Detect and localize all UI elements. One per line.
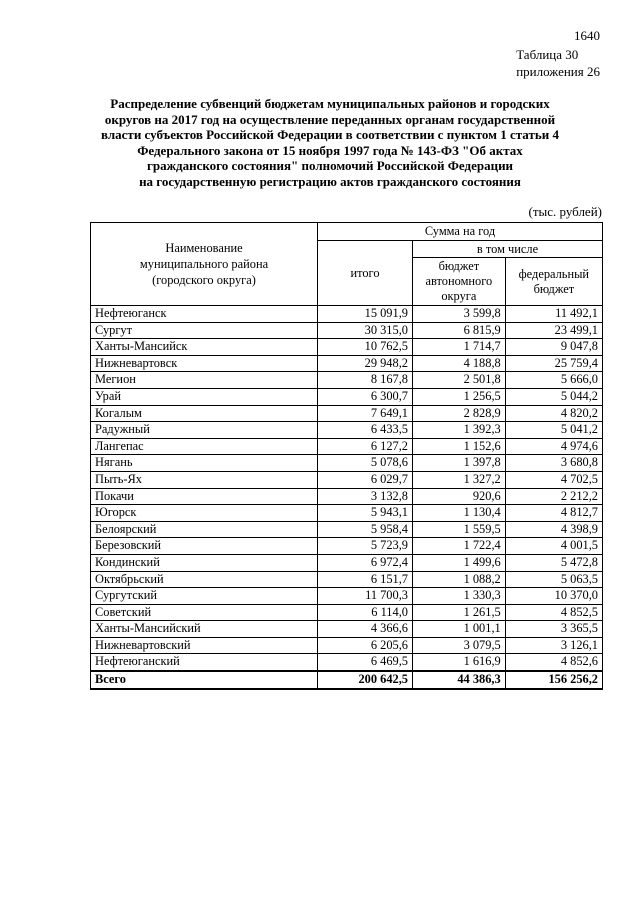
row-regional: 1 327,2: [413, 471, 506, 488]
table-row: [91, 355, 603, 372]
table-row: [91, 654, 603, 671]
table-row: [91, 455, 603, 472]
row-name: Нягань: [91, 455, 318, 472]
row-federal: 11 492,1: [505, 306, 602, 323]
total-federal: 156 256,2: [505, 671, 602, 689]
row-federal: 4 852,6: [505, 654, 602, 671]
table-row: [91, 438, 603, 455]
row-name: Югорск: [91, 505, 318, 522]
row-federal: 3 126,1: [505, 637, 602, 654]
row-name: Лангепас: [91, 438, 318, 455]
row-regional: 1 088,2: [413, 571, 506, 588]
column-header-regional: бюджет автономного округа: [413, 258, 506, 306]
row-regional: 1 559,5: [413, 521, 506, 538]
row-federal: 3 680,8: [505, 455, 602, 472]
subsidy-table: [90, 222, 603, 690]
row-total: 6 114,0: [318, 604, 413, 621]
table-row: [91, 538, 603, 555]
row-name: Ханты-Мансийск: [91, 339, 318, 356]
row-regional: 1 130,4: [413, 505, 506, 522]
row-federal: 25 759,4: [505, 355, 602, 372]
table-row: [91, 471, 603, 488]
title-line: власти субъектов Российской Федерации в соответствии с пунктом 1 статьи 4: [101, 127, 559, 143]
title-line: Распределение субвенций бюджетам муниципальных районов и городских: [110, 96, 550, 111]
row-total: 10 762,5: [318, 339, 413, 356]
table-row: [91, 521, 603, 538]
document-title: [70, 96, 590, 190]
row-regional: 3 079,5: [413, 637, 506, 654]
row-regional: 6 815,9: [413, 322, 506, 339]
row-regional: 3 599,8: [413, 306, 506, 323]
row-name: Октябрьский: [91, 571, 318, 588]
row-name: Березовский: [91, 538, 318, 555]
row-total: 5 943,1: [318, 505, 413, 522]
row-total: 6 127,2: [318, 438, 413, 455]
row-name: Кондинский: [91, 554, 318, 571]
row-total: 4 366,6: [318, 621, 413, 638]
row-regional: 2 828,9: [413, 405, 506, 422]
table-reference: [516, 46, 600, 80]
table-row: [91, 554, 603, 571]
row-federal: 3 365,5: [505, 621, 602, 638]
table-ref-line: Таблица 30: [516, 47, 579, 62]
row-federal: 23 499,1: [505, 322, 602, 339]
column-header-name: Наименование муниципального района (городского округа): [91, 223, 318, 306]
table-row: [91, 422, 603, 439]
column-header-including: в том числе: [413, 241, 603, 258]
row-regional: 4 188,8: [413, 355, 506, 372]
row-regional: 920,6: [413, 488, 506, 505]
row-name: Нижневартовский: [91, 637, 318, 654]
row-federal: 9 047,8: [505, 339, 602, 356]
row-total: 6 205,6: [318, 637, 413, 654]
row-regional: 1 722,4: [413, 538, 506, 555]
page-number: 1640: [574, 28, 600, 43]
row-total: 11 700,3: [318, 588, 413, 605]
row-total: 6 029,7: [318, 471, 413, 488]
table-row: [91, 588, 603, 605]
column-header-federal: федеральный бюджет: [505, 258, 602, 306]
row-total: 15 091,9: [318, 306, 413, 323]
row-total: 8 167,8: [318, 372, 413, 389]
row-name: Сургутский: [91, 588, 318, 605]
row-total: 6 469,5: [318, 654, 413, 671]
total-row: [91, 671, 603, 689]
row-name: Советский: [91, 604, 318, 621]
row-name: Покачи: [91, 488, 318, 505]
table-row: [91, 405, 603, 422]
table-row: [91, 637, 603, 654]
row-name: Белоярский: [91, 521, 318, 538]
row-federal: 4 001,5: [505, 538, 602, 555]
row-total: 6 300,7: [318, 388, 413, 405]
row-federal: 4 852,5: [505, 604, 602, 621]
row-total: 5 958,4: [318, 521, 413, 538]
row-name: Ханты-Мансийский: [91, 621, 318, 638]
row-name: Радужный: [91, 422, 318, 439]
row-regional: 1 392,3: [413, 422, 506, 439]
title-line: Федерального закона от 15 ноября 1997 года № 143-ФЗ "Об актах: [137, 142, 523, 158]
row-federal: 4 702,5: [505, 471, 602, 488]
table-row: [91, 372, 603, 389]
row-total: 6 151,7: [318, 571, 413, 588]
row-name: Сургут: [91, 322, 318, 339]
row-name: Нефтеюганский: [91, 654, 318, 671]
row-total: 7 649,1: [318, 405, 413, 422]
units-label: (тыс. рублей): [528, 204, 602, 219]
column-header-sum: Сумма на год: [318, 223, 603, 241]
row-federal: 4 398,9: [505, 521, 602, 538]
row-total: 6 972,4: [318, 554, 413, 571]
table-row: [91, 388, 603, 405]
row-name: Урай: [91, 388, 318, 405]
table-row: [91, 604, 603, 621]
row-regional: 1 261,5: [413, 604, 506, 621]
row-regional: 1 714,7: [413, 339, 506, 356]
column-header-total: итого: [318, 241, 413, 306]
title-line: на государственную регистрацию актов гражданского состояния: [139, 173, 521, 189]
row-name: Мегион: [91, 372, 318, 389]
total-sum: 200 642,5: [318, 671, 413, 689]
row-total: 6 433,5: [318, 422, 413, 439]
row-name: Нефтеюганск: [91, 306, 318, 323]
row-federal: 5 472,8: [505, 554, 602, 571]
table-row: [91, 621, 603, 638]
total-regional: 44 386,3: [413, 671, 506, 689]
row-name: Нижневартовск: [91, 355, 318, 372]
row-federal: 4 974,6: [505, 438, 602, 455]
row-federal: 5 044,2: [505, 388, 602, 405]
row-regional: 1 616,9: [413, 654, 506, 671]
table-row: [91, 322, 603, 339]
row-regional: 1 256,5: [413, 388, 506, 405]
row-federal: 10 370,0: [505, 588, 602, 605]
row-name: Пыть-Ях: [91, 471, 318, 488]
row-federal: 5 063,5: [505, 571, 602, 588]
table-row: [91, 306, 603, 323]
row-federal: 4 812,7: [505, 505, 602, 522]
row-total: 5 078,6: [318, 455, 413, 472]
row-regional: 2 501,8: [413, 372, 506, 389]
title-line: гражданского состояния" полномочий Российской Федерации: [146, 158, 514, 174]
title-line: округов на 2017 год на осуществление переданных органам государственной: [104, 111, 556, 127]
row-total: 29 948,2: [318, 355, 413, 372]
row-regional: 1 330,3: [413, 588, 506, 605]
row-total: 30 315,0: [318, 322, 413, 339]
table-row: [91, 339, 603, 356]
row-federal: 4 820,2: [505, 405, 602, 422]
row-regional: 1 397,8: [413, 455, 506, 472]
row-total: 5 723,9: [318, 538, 413, 555]
table-row: [91, 488, 603, 505]
table-row: [91, 505, 603, 522]
total-name: Всего: [91, 671, 318, 689]
table-body: [91, 306, 603, 689]
row-regional: 1 499,6: [413, 554, 506, 571]
row-federal: 2 212,2: [505, 488, 602, 505]
row-regional: 1 152,6: [413, 438, 506, 455]
row-name: Когалым: [91, 405, 318, 422]
table-row: [91, 571, 603, 588]
row-federal: 5 666,0: [505, 372, 602, 389]
row-federal: 5 041,2: [505, 422, 602, 439]
row-total: 3 132,8: [318, 488, 413, 505]
table-ref-line: приложения 26: [516, 64, 600, 79]
row-regional: 1 001,1: [413, 621, 506, 638]
